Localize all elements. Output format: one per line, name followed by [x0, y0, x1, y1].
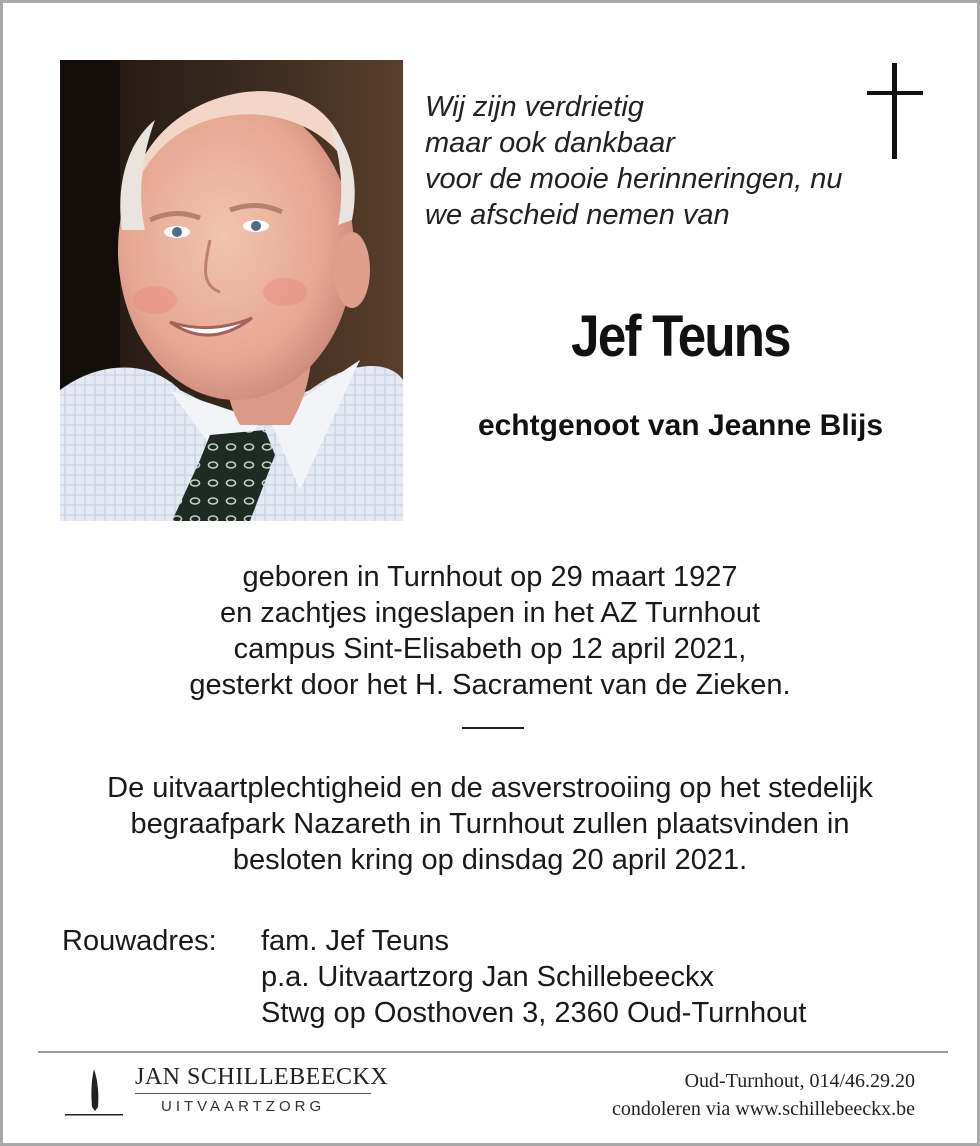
contact-phone: Oud-Turnhout, 014/46.29.20: [684, 1070, 915, 1092]
ceremony-line: begraafpark Nazareth in Turnhout zullen plaatsvinden in: [130, 808, 850, 840]
birth-death-details: [3, 559, 977, 703]
address-line: fam. Jef Teuns: [261, 925, 450, 957]
logo-divider: [135, 1093, 371, 1094]
details-line: geboren in Turnhout op 29 maart 1927: [242, 561, 738, 593]
details-line: en zachtjes ingeslapen in het AZ Turnhout: [219, 597, 761, 629]
details-line: campus Sint-Elisabeth op 12 april 2021,: [233, 633, 747, 665]
footer-divider: [38, 1051, 948, 1053]
portrait-image: [60, 60, 403, 521]
ceremony-line: De uitvaartplechtigheid en de asverstrooiing op het stedelijk: [107, 772, 873, 804]
address-line: p.a. Uitvaartzorg Jan Schillebeeckx: [261, 961, 714, 993]
address-line: Stwg op Oosthoven 3, 2360 Oud-Turnhout: [261, 997, 807, 1029]
ceremony-text: [3, 770, 977, 878]
poem-line: Wij zijn verdrietig: [425, 91, 644, 123]
cypress-tree-icon: [65, 1067, 125, 1119]
poem-line: we afscheid nemen van: [425, 199, 730, 231]
mourning-address: [261, 923, 806, 1031]
poem-line: voor de mooie herinneringen, nu: [425, 163, 843, 195]
address-label: Rouwadres:: [62, 925, 217, 957]
portrait-photo: [60, 60, 403, 521]
section-divider: [462, 727, 524, 729]
details-line: gesterkt door het H. Sacrament van de Zieken.: [189, 669, 791, 701]
poem-text: [425, 89, 885, 233]
poem-line: maar ook dankbaar: [425, 127, 675, 159]
condolence-link[interactable]: condoleren via www.schillebeeckx.be: [611, 1098, 915, 1120]
ceremony-line: besloten kring op dinsdag 20 april 2021.: [232, 844, 748, 876]
company-name: JAN SCHILLEBEECKX: [135, 1064, 389, 1090]
spouse-relation: echtgenoot van Jeanne Blijs: [477, 409, 884, 442]
company-subtitle: UITVAARTZORG: [161, 1098, 326, 1115]
footer-contact: [612, 1067, 915, 1123]
cross-icon: [867, 63, 923, 163]
deceased-name: Jef Teuns: [571, 304, 790, 369]
